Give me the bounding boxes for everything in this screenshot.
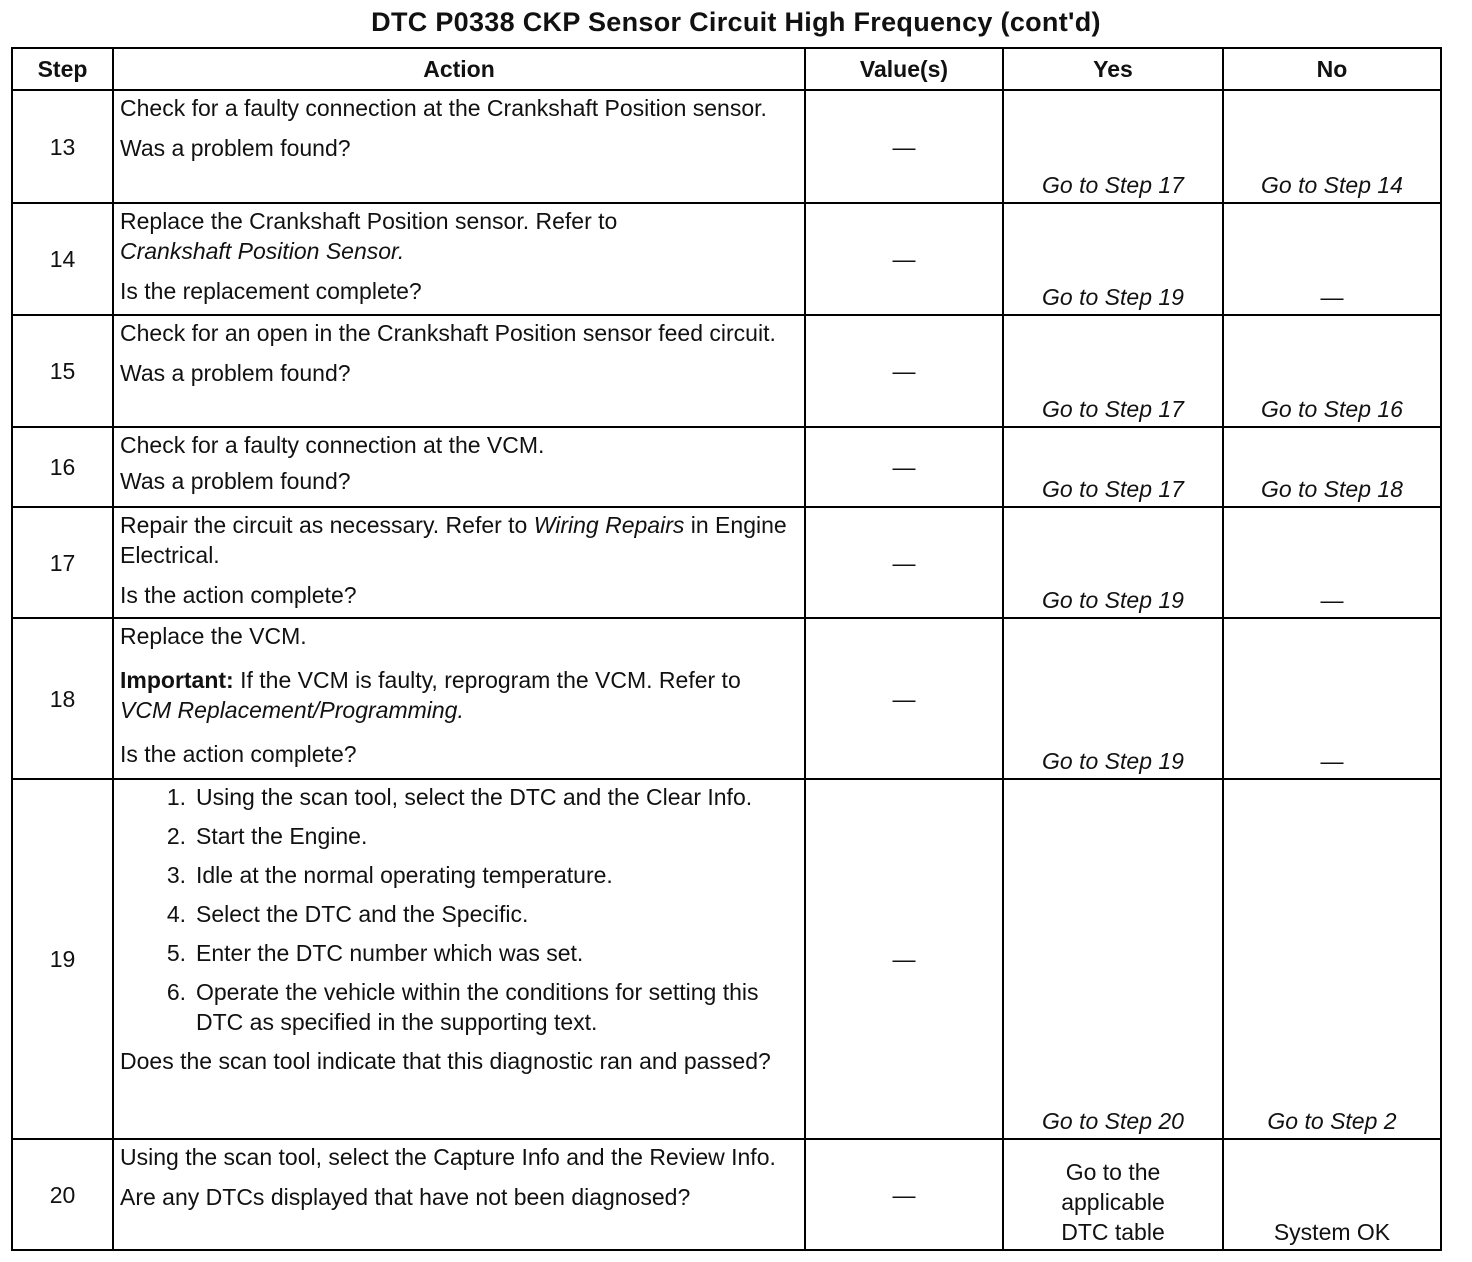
table-row	[12, 618, 1441, 779]
step-number: 16	[12, 427, 113, 507]
action-question: Does the scan tool indicate that this diagnostic ran and passed?	[120, 1048, 771, 1074]
important-note	[120, 665, 796, 725]
action-cell	[113, 203, 805, 315]
header-step: Step	[12, 48, 113, 90]
step-number: 18	[12, 618, 113, 779]
page-title: DTC P0338 CKP Sensor Circuit High Frequency (cont'd)	[371, 7, 1101, 37]
yes-cell: Go to Step 17	[1003, 315, 1223, 427]
step-number: 17	[12, 507, 113, 618]
yes-cell: Go to Step 17	[1003, 90, 1223, 203]
action-cell	[113, 779, 805, 1139]
no-cell: —	[1223, 507, 1441, 618]
no-cell: Go to Step 2	[1223, 779, 1441, 1139]
diagnostic-table	[11, 47, 1442, 1251]
action-question: Is the action complete?	[120, 582, 357, 608]
list-item: 6. Operate the vehicle within the conditions for setting this DTC as specified in the supporting text.	[166, 979, 759, 1035]
action-text: Replace the Crankshaft Position sensor. Refer to	[120, 208, 618, 234]
action-text: in Engine Electrical.	[120, 512, 787, 568]
reference-link: Crankshaft Position Sensor.	[120, 238, 405, 264]
value-cell: —	[805, 507, 1003, 618]
procedure-list	[120, 782, 796, 1037]
list-item: 3. Idle at the normal operating temperature.	[166, 862, 613, 888]
yes-cell: Go to Step 19	[1003, 507, 1223, 618]
reference-link: VCM Replacement/Programming.	[120, 697, 464, 723]
step-number: 20	[12, 1139, 113, 1250]
action-instruction	[120, 206, 796, 266]
table-row	[12, 427, 1441, 507]
action-question: Was a problem found?	[120, 135, 351, 161]
header-no: No	[1223, 48, 1441, 90]
reference-link: Wiring Repairs	[533, 512, 685, 538]
yes-cell: Go to Step 19	[1003, 203, 1223, 315]
action-cell	[113, 1139, 805, 1250]
table-row	[12, 90, 1441, 203]
important-text: If the VCM is faulty, reprogram the VCM. Refer to	[240, 667, 741, 693]
value-cell: —	[805, 1139, 1003, 1250]
action-instruction: Using the scan tool, select the Capture Info and the Review Info.	[120, 1144, 776, 1170]
value-cell: —	[805, 90, 1003, 203]
action-cell	[113, 618, 805, 779]
action-question: Is the action complete?	[120, 741, 357, 767]
action-cell	[113, 507, 805, 618]
important-label: Important:	[120, 667, 234, 693]
step-number: 14	[12, 203, 113, 315]
action-question: Is the replacement complete?	[120, 278, 422, 304]
value-cell: —	[805, 618, 1003, 779]
action-cell	[113, 90, 805, 203]
step-number: 15	[12, 315, 113, 427]
no-cell: —	[1223, 618, 1441, 779]
step-number: 13	[12, 90, 113, 203]
action-instruction: Replace the VCM.	[120, 623, 307, 649]
header-yes: Yes	[1003, 48, 1223, 90]
table-row	[12, 1139, 1441, 1250]
list-item: 5. Enter the DTC number which was set.	[166, 940, 584, 966]
yes-cell: Go to Step 17	[1003, 427, 1223, 507]
table-row	[12, 507, 1441, 618]
action-instruction	[120, 510, 796, 570]
list-item: 4. Select the DTC and the Specific.	[166, 901, 529, 927]
no-cell: Go to Step 18	[1223, 427, 1441, 507]
table-row	[12, 779, 1441, 1139]
action-question: Was a problem found?	[120, 360, 351, 386]
value-cell: —	[805, 427, 1003, 507]
step-number: 19	[12, 779, 113, 1139]
header-action: Action	[113, 48, 805, 90]
yes-cell: Go to Step 19	[1003, 618, 1223, 779]
value-cell: —	[805, 203, 1003, 315]
action-question: Was a problem found?	[120, 468, 351, 494]
value-cell: —	[805, 779, 1003, 1139]
yes-cell: Go to Step 20	[1003, 779, 1223, 1139]
no-cell: —	[1223, 203, 1441, 315]
action-instruction: Check for a faulty connection at the Crankshaft Position sensor.	[120, 95, 767, 121]
action-instruction: Check for an open in the Crankshaft Position sensor feed circuit.	[120, 320, 776, 346]
action-instruction: Check for a faulty connection at the VCM.	[120, 432, 545, 458]
no-cell: Go to Step 14	[1223, 90, 1441, 203]
table-row	[12, 315, 1441, 427]
action-text: Repair the circuit as necessary. Refer to	[120, 512, 528, 538]
list-item: 2. Start the Engine.	[166, 823, 368, 849]
table-row	[12, 203, 1441, 315]
header-values: Value(s)	[805, 48, 1003, 90]
no-cell: Go to Step 16	[1223, 315, 1441, 427]
value-cell: —	[805, 315, 1003, 427]
action-question: Are any DTCs displayed that have not been diagnosed?	[120, 1184, 691, 1210]
no-cell: System OK	[1223, 1139, 1441, 1250]
action-cell	[113, 315, 805, 427]
list-item: 1. Using the scan tool, select the DTC and the Clear Info.	[166, 784, 753, 810]
table-header-row	[12, 48, 1441, 90]
action-cell	[113, 427, 805, 507]
yes-cell: Go to the applicable DTC table	[1003, 1139, 1223, 1250]
